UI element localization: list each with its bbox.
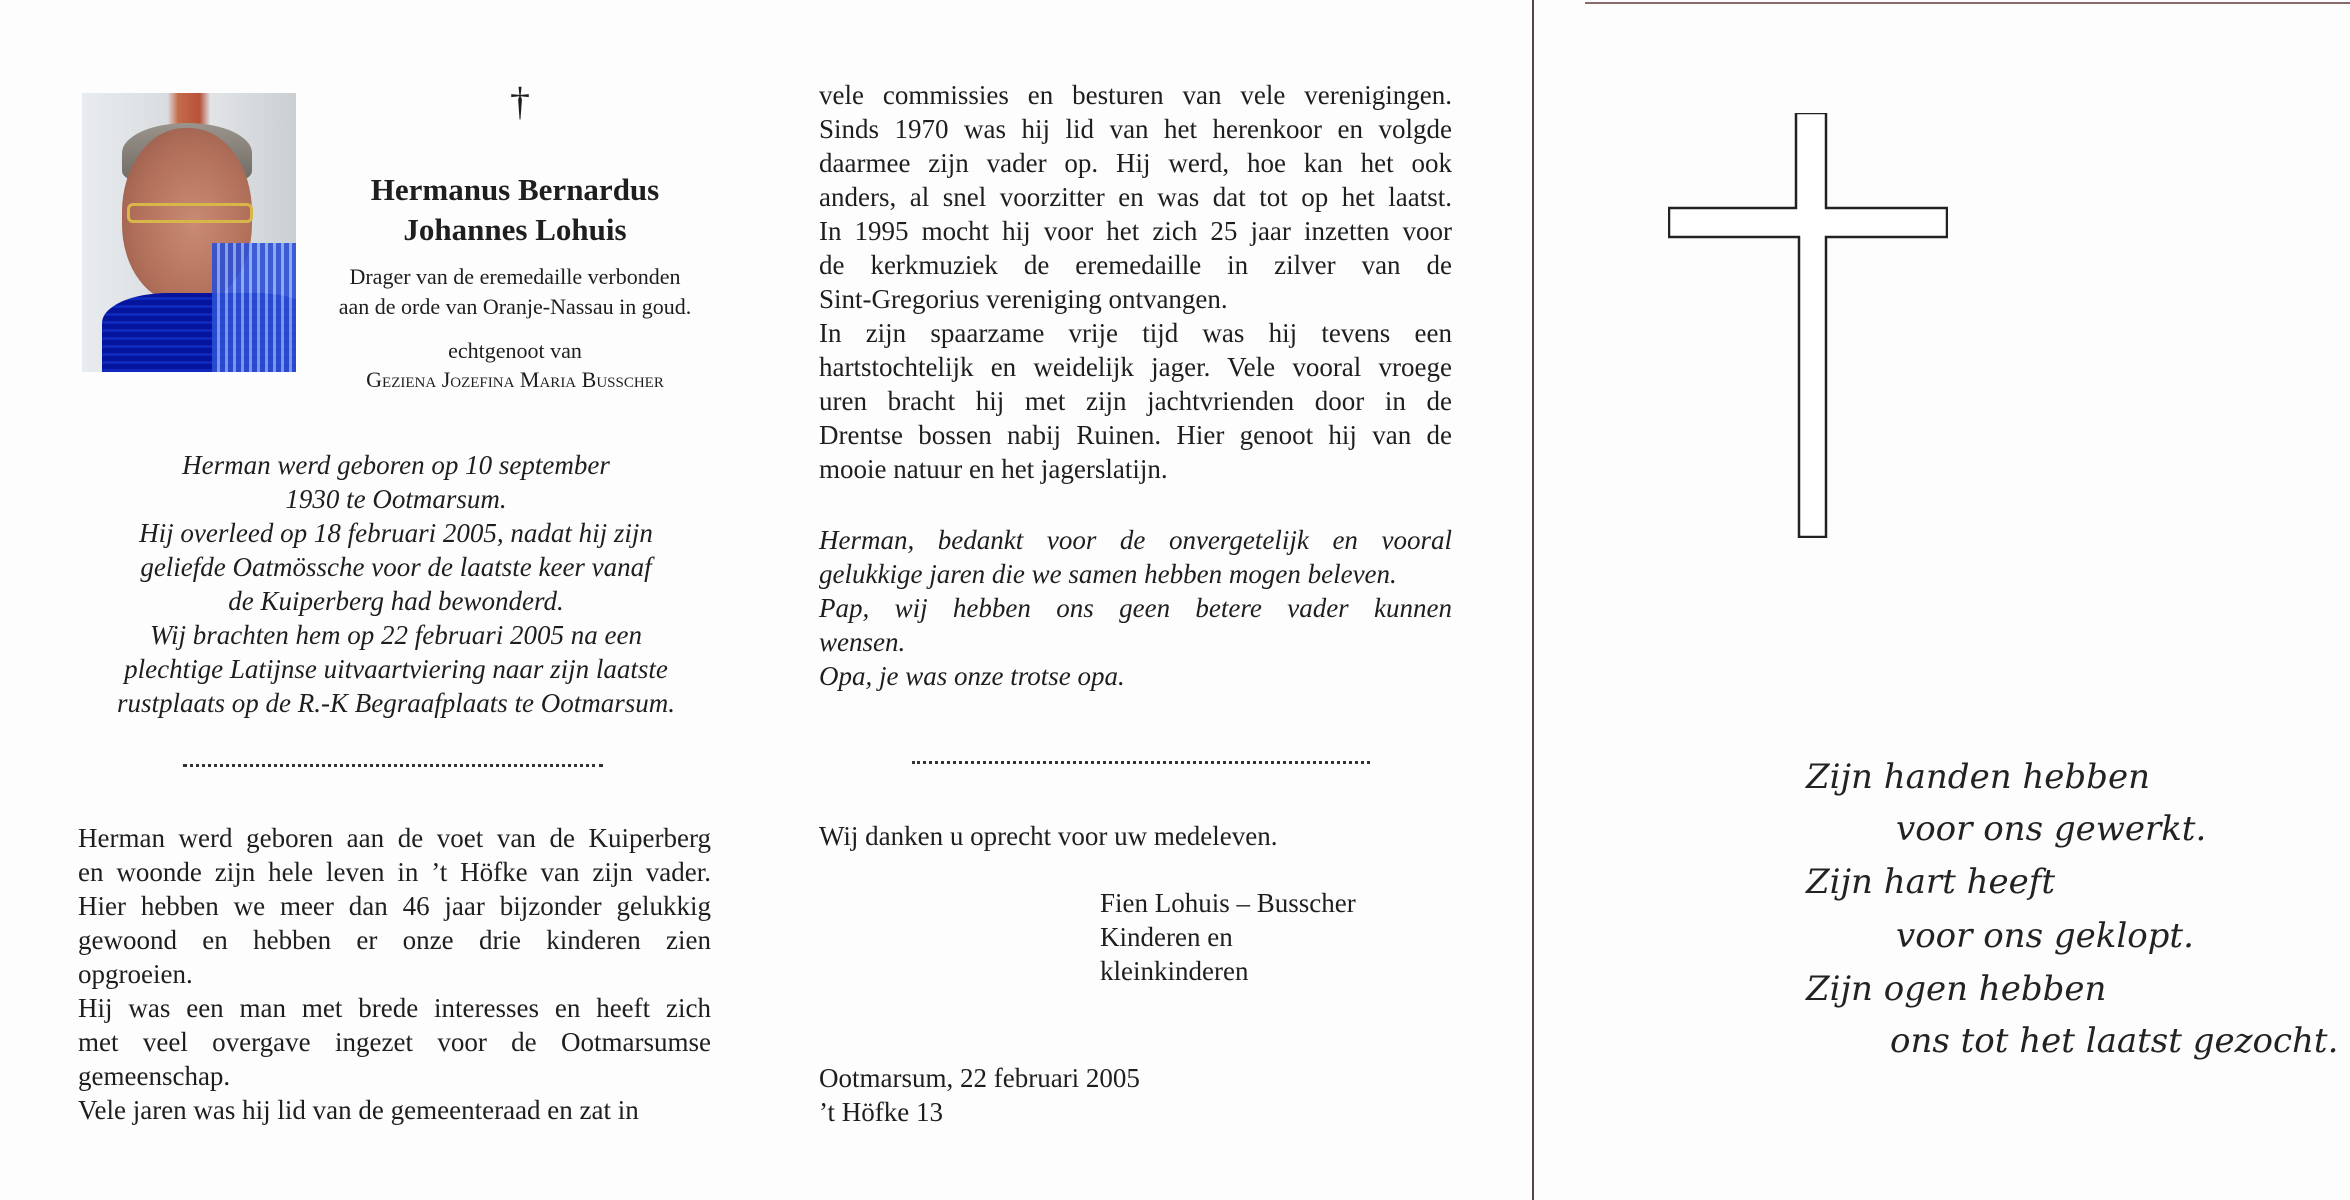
text-line: Sint-Gregorius vereniging ontvangen. [819, 284, 1228, 314]
dotted-divider [912, 761, 1370, 764]
text-line: de kerkmuziek de eremedaille in zilver van de [819, 250, 1452, 280]
signature-line: kleinkinderen [1100, 956, 1249, 986]
spouse-name: Geziena Jozefina Maria Busscher [366, 367, 664, 392]
text-line: mooie natuur en het jagerslatijn. [819, 454, 1168, 484]
text-line: Hij was een man met brede interesses en heeft zich [78, 993, 711, 1023]
text-line: gemeenschap. [78, 1061, 231, 1091]
biography-middle [819, 78, 1452, 486]
text-line: Herman, bedankt voor de onvergetelijk en vooral [819, 525, 1452, 555]
cross-symbol-icon: † [510, 79, 530, 124]
signature-line: Kinderen en [1100, 922, 1233, 952]
text-line: Herman werd geboren op 10 september [182, 450, 610, 480]
page-edge-line [1585, 2, 2350, 4]
signature-block [1100, 886, 1450, 988]
spouse-label: echtgenoot van [448, 338, 582, 363]
text-line: en woonde zijn hele leven in ’t Höfke van zijn vader. [78, 857, 711, 887]
poem-line: Zijn hart heeft [1806, 862, 2056, 902]
address: ’t Höfke 13 [819, 1097, 943, 1127]
deceased-name-line2: Johannes Lohuis [403, 212, 627, 247]
poem-line: Zijn handen hebben [1806, 757, 2150, 797]
poem-line: voor ons gewerkt. [1896, 809, 2207, 849]
text-line: gelukkige jaren die we samen hebben mogen beleven. [819, 559, 1397, 589]
place-date: Ootmarsum, 22 februari 2005 [819, 1063, 1140, 1093]
signature-line: Fien Lohuis – Busscher [1100, 888, 1356, 918]
poem-line: Zijn ogen hebben [1806, 969, 2107, 1009]
text-line: geliefde Oatmössche voor de laatste keer vanaf [140, 552, 652, 582]
text-line: Opa, je was onze trotse opa. [819, 661, 1125, 691]
text-line: Vele jaren was hij lid van de gemeenteraad en zat in [78, 1095, 639, 1125]
biography-left [78, 821, 711, 1127]
honor-line2: aan de orde van Oranje-Nassau in goud. [338, 294, 692, 319]
text-line: vele commissies en besturen van vele verenigingen. [819, 80, 1452, 110]
text-line: Wij brachten hem op 22 februari 2005 na een [150, 620, 642, 650]
poem-line: voor ons geklopt. [1896, 916, 2194, 956]
text-line: 1930 te Ootmarsum. [285, 484, 507, 514]
text-line: In zijn spaarzame vrije tijd was hij tevens een [819, 318, 1452, 348]
deceased-name-line1: Hermanus Bernardus [370, 172, 660, 207]
text-line: hartstochtelijk en weidelijk jager. Vele vooral vroege [819, 352, 1452, 382]
text-line: de Kuiperberg had bewonderd. [228, 586, 564, 616]
page-fold-line [1532, 0, 1534, 1200]
text-line: Sinds 1970 was hij lid van het herenkoor en volgde [819, 114, 1452, 144]
family-tribute [819, 523, 1452, 693]
text-line: Drentse bossen nabij Ruinen. Hier genoot hij van de [819, 420, 1452, 450]
text-line: Herman werd geboren aan de voet van de Kuiperberg [78, 823, 711, 853]
text-line: anders, al snel voorzitter en was dat tot op het laatst. [819, 182, 1452, 212]
life-dates-paragraph [76, 448, 716, 720]
text-line: Hier hebben we meer dan 46 jaar bijzonder gelukkig [78, 891, 711, 921]
honor-line1: Drager van de eremedaille verbonden [349, 264, 681, 289]
text-line: uren bracht hij met zijn jachtvrienden door in de [819, 386, 1452, 416]
text-line: wensen. [819, 627, 906, 657]
text-line: plechtige Latijnse uitvaartviering naar zijn laatste [124, 654, 668, 684]
cross-icon [1668, 113, 1948, 538]
text-line: Pap, wij hebben ons geen betere vader kunnen [819, 593, 1452, 623]
portrait-photo [82, 93, 296, 372]
text-line: daarmee zijn vader op. Hij werd, hoe kan het ook [819, 148, 1452, 178]
text-line: gewoond en hebben er onze drie kinderen zien [78, 925, 711, 955]
thanks-text: Wij danken u oprecht voor uw medeleven. [819, 821, 1278, 851]
text-line: met veel overgave ingezet voor de Ootmarsumse [78, 1027, 711, 1057]
text-line: In 1995 mocht hij voor het zich 25 jaar inzetten voor [819, 216, 1452, 246]
dotted-divider [183, 764, 603, 767]
poem-line: ons tot het laatst gezocht. [1890, 1021, 2339, 1061]
text-line: Hij overleed op 18 februari 2005, nadat hij zijn [139, 518, 653, 548]
text-line: rustplaats op de R.-K Begraafplaats te Ootmarsum. [117, 688, 675, 718]
text-line: opgroeien. [78, 959, 193, 989]
